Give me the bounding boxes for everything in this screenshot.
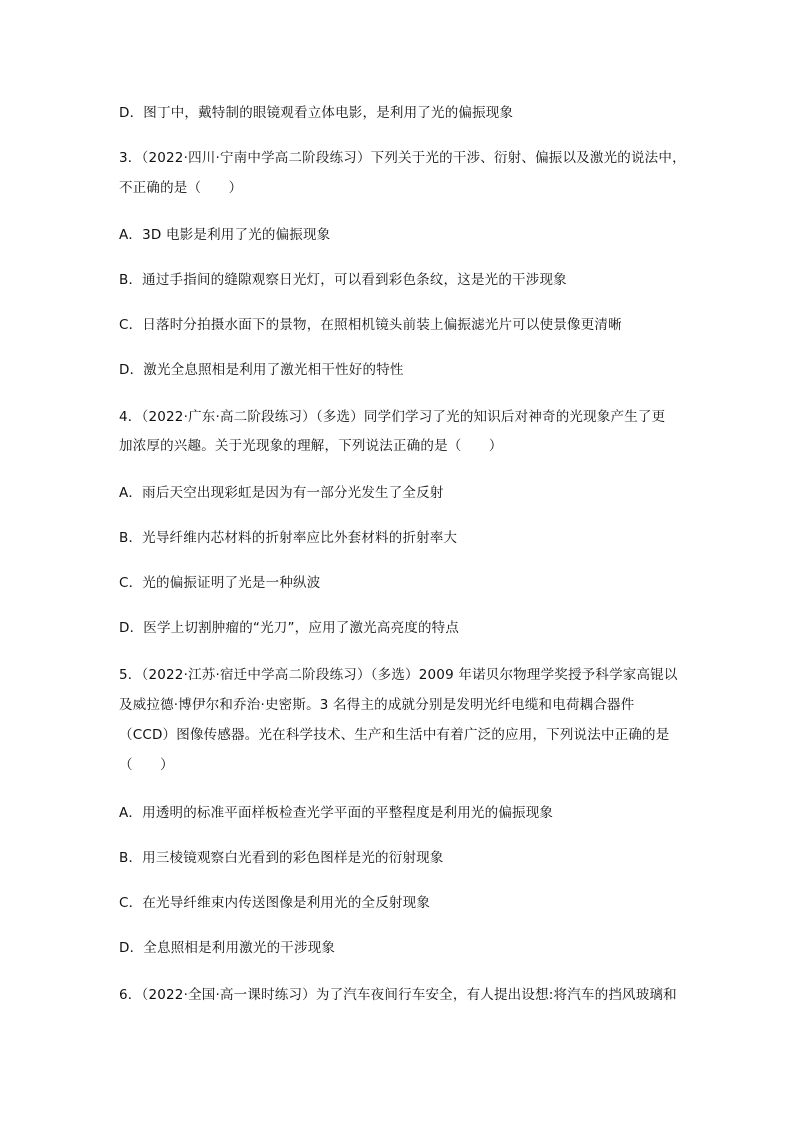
q6-stem-line-1: 6．（2022·全国·高一课时练习）为了汽车夜间行车安全，有人提出设想:将汽车的挡风玻璃和	[119, 987, 677, 1003]
q3-option-c: C．日落时分拍摄水面下的景物，在照相机镜头前装上偏振滤光片可以使景像更清晰	[119, 317, 622, 333]
q3-stem-line-1: 3．（2022·四川·宁南中学高二阶段练习）下列关于光的干涉、衍射、偏振以及激光的说法中，	[119, 150, 686, 166]
q5-stem-line-4: （ ）	[119, 757, 174, 773]
q2-option-d: D．图丁中，戴特制的眼镜观看立体电影，是利用了光的偏振现象	[119, 105, 514, 121]
q5-option-c: C．在光导纤维束内传送图像是利用光的全反射现象	[119, 895, 431, 911]
q5-option-a: A．用透明的标准平面样板检查光学平面的平整程度是利用光的偏振现象	[119, 805, 554, 821]
q3-stem-line-2: 不正确的是（ ）	[119, 180, 243, 196]
q4-stem-line-1: 4．（2022·广东·高二阶段练习）（多选）同学们学习了光的知识后对神奇的光现象产生了更	[119, 409, 666, 425]
q3-option-b: B．通过手指间的缝隙观察日光灯，可以看到彩色条纹，这是光的干涉现象	[119, 272, 567, 288]
q4-stem-line-2: 加浓厚的兴趣。关于光现象的理解，下列说法正确的是（ ）	[119, 438, 503, 454]
q5-stem-line-2: 及威拉德·博伊尔和乔治·史密斯。3 名得主的成就分别是发明光纤电缆和电荷耦合器件	[119, 697, 635, 713]
q4-option-c: C．光的偏振证明了光是一种纵波	[119, 575, 321, 591]
q5-stem-line-1: 5．（2022·江苏·宿迁中学高二阶段练习）（多选）2009 年诺贝尔物理学奖授予科学家高锟以	[119, 667, 678, 683]
q3-option-d: D．激光全息照相是利用了激光相干性好的特性	[119, 362, 404, 378]
q4-option-d: D．医学上切割肿瘤的“光刀”，应用了激光高亮度的特点	[119, 620, 460, 636]
q3-option-a: A．3D 电影是利用了光的偏振现象	[119, 227, 331, 243]
q4-option-a: A．雨后天空出现彩虹是因为有一部分光发生了全反射	[119, 485, 444, 501]
q5-option-d: D．全息照相是利用激光的干涉现象	[119, 940, 336, 956]
q5-option-b: B．用三棱镜观察白光看到的彩色图样是光的衍射现象	[119, 850, 444, 866]
q5-stem-line-3: （CCD）图像传感器。光在科学技术、生产和生活中有着广泛的应用，下列说法中正确的是	[119, 727, 670, 743]
q4-option-b: B．光导纤维内芯材料的折射率应比外套材料的折射率大	[119, 530, 458, 546]
